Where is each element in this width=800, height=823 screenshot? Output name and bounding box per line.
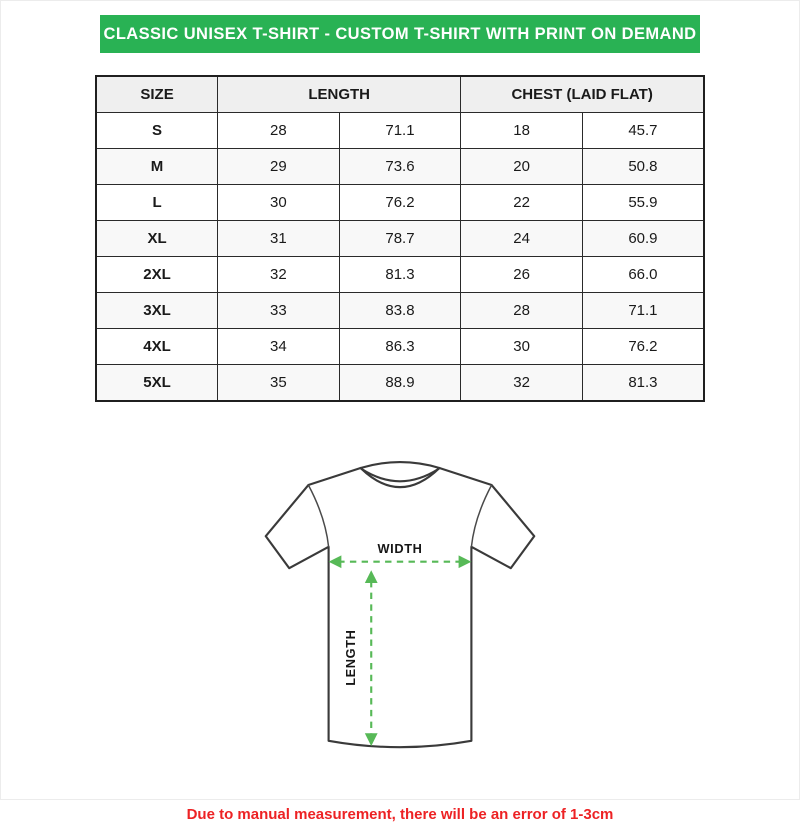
right-sleeve-seam bbox=[471, 485, 491, 547]
measurement-cell: 66.0 bbox=[582, 257, 704, 293]
measurement-cell: 33 bbox=[218, 293, 340, 329]
table-row bbox=[96, 113, 704, 149]
left-sleeve-seam bbox=[308, 485, 328, 547]
header-size: SIZE bbox=[96, 76, 218, 113]
size-cell: 3XL bbox=[96, 293, 218, 329]
size-cell: 4XL bbox=[96, 329, 218, 365]
measurement-cell: 71.1 bbox=[582, 293, 704, 329]
size-cell: L bbox=[96, 185, 218, 221]
measurement-cell: 29 bbox=[218, 149, 340, 185]
measurement-cell: 32 bbox=[218, 257, 340, 293]
measurement-cell: 81.3 bbox=[339, 257, 461, 293]
table-row bbox=[96, 293, 704, 329]
length-arrowhead-top-icon bbox=[365, 570, 378, 583]
measurement-cell: 78.7 bbox=[339, 221, 461, 257]
measurement-cell: 73.6 bbox=[339, 149, 461, 185]
measurement-cell: 76.2 bbox=[582, 329, 704, 365]
measurement-cell: 28 bbox=[461, 293, 583, 329]
width-arrowhead-right-icon bbox=[459, 555, 472, 568]
measurement-cell: 81.3 bbox=[582, 365, 704, 402]
size-cell: 2XL bbox=[96, 257, 218, 293]
measurement-cell: 83.8 bbox=[339, 293, 461, 329]
measurement-cell: 71.1 bbox=[339, 113, 461, 149]
size-cell: XL bbox=[96, 221, 218, 257]
measurement-cell: 30 bbox=[461, 329, 583, 365]
measurement-cell: 86.3 bbox=[339, 329, 461, 365]
measurement-cell: 22 bbox=[461, 185, 583, 221]
table-row bbox=[96, 257, 704, 293]
size-table bbox=[95, 75, 705, 402]
table-row bbox=[96, 185, 704, 221]
measurement-cell: 35 bbox=[218, 365, 340, 402]
width-arrowhead-left-icon bbox=[329, 555, 342, 568]
table-header-row bbox=[96, 76, 704, 113]
collar-band-line bbox=[361, 468, 440, 487]
tshirt-outline bbox=[266, 462, 535, 747]
length-arrowhead-bottom-icon bbox=[365, 733, 378, 746]
size-cell: S bbox=[96, 113, 218, 149]
measurement-cell: 88.9 bbox=[339, 365, 461, 402]
table-row bbox=[96, 149, 704, 185]
measurement-cell: 55.9 bbox=[582, 185, 704, 221]
measurement-cell: 18 bbox=[461, 113, 583, 149]
measurement-cell: 60.9 bbox=[582, 221, 704, 257]
measurement-cell: 20 bbox=[461, 149, 583, 185]
measurement-cell: 26 bbox=[461, 257, 583, 293]
tshirt-diagram bbox=[240, 436, 560, 782]
measurement-cell: 30 bbox=[218, 185, 340, 221]
header-chest: CHEST (LAID FLAT) bbox=[461, 76, 704, 113]
measurement-cell: 50.8 bbox=[582, 149, 704, 185]
title-banner: CLASSIC UNISEX T-SHIRT - CUSTOM T-SHIRT WITH PRINT ON DEMAND bbox=[100, 15, 700, 53]
measurement-cell: 76.2 bbox=[339, 185, 461, 221]
measurement-cell: 28 bbox=[218, 113, 340, 149]
measurement-cell: 24 bbox=[461, 221, 583, 257]
size-cell: M bbox=[96, 149, 218, 185]
length-label: LENGTH bbox=[343, 629, 359, 686]
measurement-cell: 34 bbox=[218, 329, 340, 365]
size-table-body bbox=[96, 113, 704, 402]
measurement-error-note: Due to manual measurement, there will be an error of 1-3cm bbox=[186, 806, 614, 823]
size-cell: 5XL bbox=[96, 365, 218, 402]
width-label: WIDTH bbox=[377, 541, 423, 557]
header-length: LENGTH bbox=[218, 76, 461, 113]
measurement-cell: 32 bbox=[461, 365, 583, 402]
measurement-cell: 45.7 bbox=[582, 113, 704, 149]
width-arrow bbox=[329, 541, 472, 568]
table-row bbox=[96, 365, 704, 402]
tshirt-illustration bbox=[240, 436, 560, 777]
length-arrow bbox=[343, 570, 377, 746]
measurement-cell: 31 bbox=[218, 221, 340, 257]
table-row bbox=[96, 329, 704, 365]
table-row bbox=[96, 221, 704, 257]
